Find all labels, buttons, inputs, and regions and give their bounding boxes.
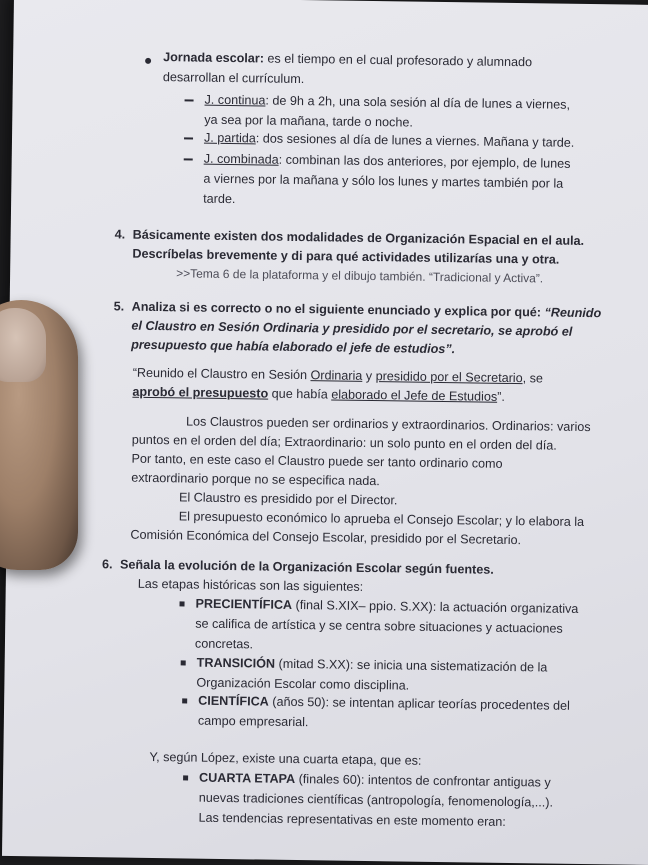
dash-marker [184, 158, 193, 160]
q4-answer: >>Tema 6 de la plataforma y el dibujo también. “Tradicional y Activa”. [176, 266, 544, 286]
bullet-square [183, 775, 188, 780]
bullet-square [182, 698, 187, 703]
q5-answer-line4: extraordinario porque no se especifica nada. [131, 470, 380, 489]
q5-prompt: Analiza si es correcto o no el siguiente enunciado y explica por qué: [131, 299, 545, 320]
quote-text: “Reunido el Claustro en Sesión [132, 365, 311, 383]
transicion-line2: Organización Escolar como disciplina. [196, 675, 410, 693]
jornada-title: Jornada escolar: [163, 50, 265, 66]
bullet-dot [145, 58, 151, 64]
quote-text: que había [268, 386, 332, 402]
q5-answer-line7: Comisión Económica del Consejo Escolar, presidido por el Secretario. [130, 527, 522, 548]
q6-number: 6. [101, 557, 113, 572]
cuarta-line3: Las tendencias representativas en este momento eran: [198, 810, 506, 829]
continua-label: J. continua [204, 92, 266, 108]
cuarta-label: CUARTA ETAPA [199, 770, 296, 787]
continua-text: : de 9h a 2h, una sola sesión al día de lunes a viernes, [265, 93, 571, 112]
dash-marker [184, 137, 193, 139]
precientifica-line2: se califica de artística y se centra sobre situaciones y actuaciones [195, 616, 563, 636]
continua-line2: ya sea por la mañana, tarde o noche. [204, 112, 414, 130]
thumbnail-nail [0, 308, 46, 382]
partida-text: : dos sesiones al día de lunes a viernes. Mañana y tarde. [255, 131, 575, 150]
q4-line2: Descríbelas brevemente y di para qué actividades utilizarías una y otra. [132, 246, 560, 267]
q4-line1: Básicamente existen dos modalidades de Organización Espacial en el aula. [132, 227, 585, 248]
q5-line3: presupuesto que había elaborado el jefe de estudios”. [131, 337, 456, 357]
q5-answer-line1: Los Claustros pueden ser ordinarios y extraordinarios. Ordinarios: varios [185, 414, 591, 435]
transicion-text: (mitad S.XX): se inicia una sistematización de la [274, 656, 548, 675]
jornada-def-line2: desarrollan el currículum. [162, 70, 305, 87]
combinada-line2: a viernes por la mañana y sólo los lunes y martes también por la [203, 171, 564, 191]
combinada-line3: tarde. [203, 191, 236, 207]
q4-number: 4. [114, 227, 126, 242]
cientifica-line2: campo empresarial. [197, 713, 309, 730]
quote-presidido: presidido por el Secretario [375, 369, 523, 386]
q5-number: 5. [113, 299, 125, 314]
cientifica-text: (años 50): se intentan aplicar teorías procedentes del [268, 694, 570, 713]
combinada-text: : combinan las dos anteriores, por ejemplo, de lunes [278, 152, 571, 171]
thumb [0, 300, 78, 570]
bullet-square [179, 601, 184, 606]
q6-intro: Las etapas históricas son las siguientes: [137, 576, 364, 594]
combinada-label: J. combinada [203, 151, 279, 167]
q5-answer-line5: El Claustro es presidido por el Director. [178, 490, 398, 508]
transicion-label: TRANSICIÓN [196, 655, 276, 671]
document-page [2, 0, 648, 865]
q5-answer-line6: El presupuesto económico lo aprueba el Consejo Escolar; y lo elabora la [178, 509, 585, 530]
precientifica-line3: concretas. [194, 636, 254, 652]
q5-quote-start: “Reunido [544, 305, 602, 321]
quote-aprobo: aprobó el presupuesto [132, 384, 269, 401]
quote-text: ”. [497, 389, 505, 404]
partida-label: J. partida [203, 130, 256, 146]
bullet-square [181, 660, 186, 665]
quote-text: y [362, 368, 376, 384]
lopez-line: Y, según López, existe una cuarta etapa, que es: [149, 749, 422, 768]
q6-title: Señala la evolución de la Organización Escolar según fuentes. [119, 557, 494, 577]
q5-quote-line2 [132, 383, 505, 407]
jornada-def: es el tiempo en el cual profesorado y alumnado [263, 51, 533, 70]
cuarta-line2: nuevas tradiciones científicas (antropología, fenomenología,...). [198, 790, 554, 810]
partida-line [204, 129, 575, 153]
quote-elaborado: elaborado el Jefe de Estudios [331, 387, 498, 404]
q5-answer-line2: puntos en el orden del día; Extraordinario: un solo punto en el orden del día. [131, 432, 557, 453]
cuarta-text: (finales 60): intentos de confrontar antiguas y [295, 772, 551, 790]
cientifica-label: CIENTÍFICA [198, 693, 269, 709]
precientifica-label: PRECIENTÍFICA [195, 596, 293, 612]
dash-marker [185, 99, 194, 101]
precientifica-text: (final S.XIX– ppio. S.XX): la actuación organizativa [291, 597, 579, 616]
quote-text: , se [522, 371, 544, 386]
quote-ordinaria: Ordinaria [310, 368, 363, 383]
q5-answer-line3: Por tanto, en este caso el Claustro puede ser tanto ordinario como [131, 451, 503, 471]
q5-line2: el Claustro en Sesión Ordinaria y presidido por el secretario, se aprobó el [131, 318, 573, 339]
